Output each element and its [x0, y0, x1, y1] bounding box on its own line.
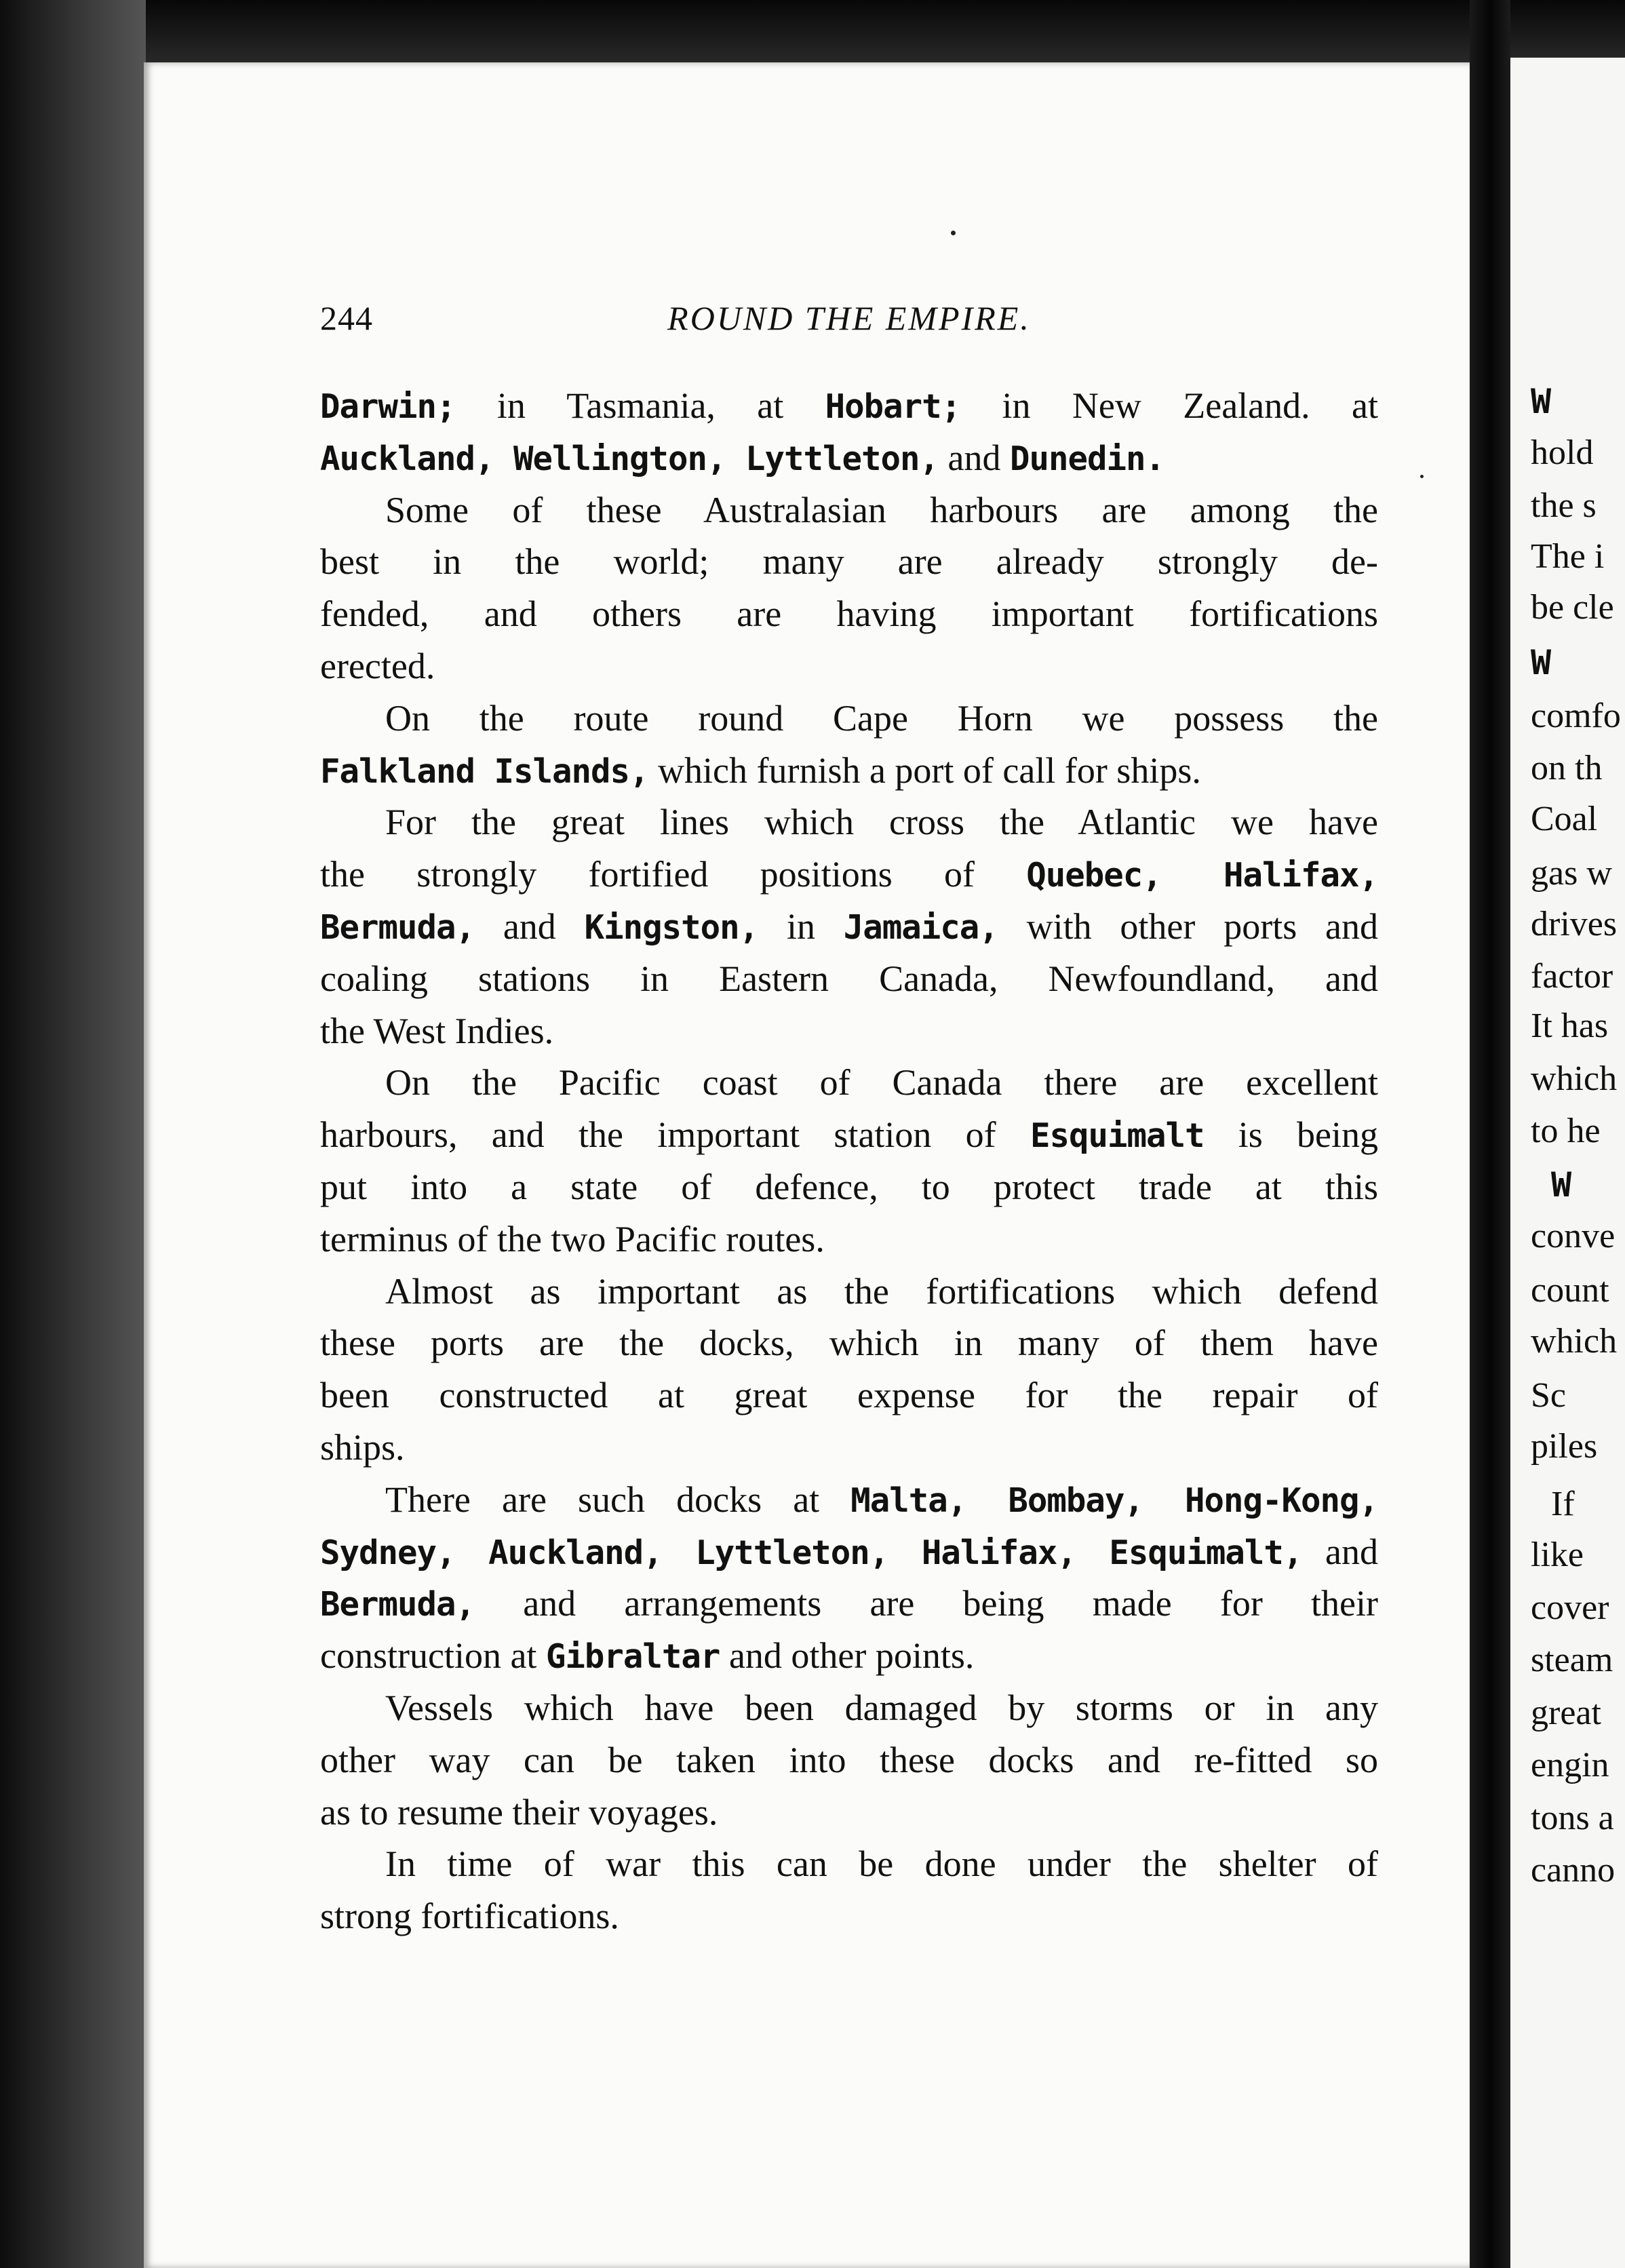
bold-place-name: Sydney, Auckland, Lyttleton, Halifax, Esquimalt,	[320, 1533, 1303, 1572]
text-run: these ports are the docks, which in many of them have	[320, 1323, 1378, 1364]
text-run: Almost as important as the fortifications which defend	[385, 1270, 1378, 1312]
text-run: fended, and others are having important fortifications	[320, 593, 1378, 635]
text-line	[320, 1630, 1378, 1682]
facing-page-line: Coal	[1531, 800, 1598, 838]
bold-place-name: Kingston,	[584, 907, 759, 947]
text-run: in	[758, 905, 844, 947]
facing-page-line: which	[1531, 1059, 1618, 1098]
text-line	[320, 1474, 1378, 1526]
text-line	[320, 1838, 1378, 1890]
text-line	[320, 484, 1378, 536]
facing-page-fragment	[1510, 58, 1625, 2268]
facing-page-line: It has	[1531, 1006, 1609, 1045]
text-run: in Tasmania, at	[455, 385, 825, 426]
facing-page-line: tons a	[1531, 1799, 1614, 1837]
text-run: other way can be taken into these docks and re-fitted so	[320, 1739, 1378, 1780]
facing-page-line: on th	[1531, 749, 1603, 787]
text-line	[320, 901, 1378, 953]
text-line	[320, 380, 1378, 432]
facing-page-line: count	[1531, 1271, 1609, 1310]
text-line	[320, 1578, 1378, 1630]
text-line	[320, 1161, 1378, 1213]
text-line	[320, 1057, 1378, 1109]
text-line	[320, 1526, 1378, 1578]
facing-page-line: be cle	[1531, 588, 1614, 627]
facing-page-line: steam	[1531, 1641, 1613, 1679]
facing-page-line: piles	[1531, 1427, 1598, 1466]
facing-page-line: cover	[1531, 1588, 1609, 1627]
text-line	[320, 796, 1378, 848]
running-head	[320, 298, 1378, 346]
text-line	[320, 1890, 1378, 1942]
text-line	[320, 1213, 1378, 1266]
facing-page-line: comfo	[1531, 697, 1621, 735]
text-line	[320, 1786, 1378, 1839]
text-line	[320, 1109, 1378, 1161]
text-line	[320, 953, 1378, 1005]
text-line	[320, 640, 1378, 692]
text-line	[320, 588, 1378, 640]
text-run: construction at	[320, 1635, 546, 1677]
text-line	[320, 1422, 1378, 1474]
text-run: On the route round Cape Horn we possess the	[385, 697, 1378, 739]
bold-place-name: Quebec, Halifax,	[1026, 856, 1379, 895]
text-run: erected.	[320, 645, 435, 686]
bold-place-name: Malta, Bombay, Hong-Kong,	[850, 1481, 1378, 1520]
text-run: and	[1302, 1531, 1379, 1572]
print-speck	[1420, 475, 1424, 478]
text-run: and	[939, 437, 1010, 478]
text-run: In time of war this can be done under the shelter of	[385, 1843, 1378, 1885]
facing-page-line: conve	[1531, 1217, 1616, 1255]
facing-page-line: factor	[1531, 957, 1613, 996]
bold-place-name: Bermuda,	[320, 1585, 475, 1624]
text-line	[320, 1369, 1378, 1422]
bold-place-name: Jamaica,	[843, 907, 998, 947]
text-run: ships.	[320, 1426, 405, 1468]
facing-page-line: W	[1531, 382, 1551, 421]
facing-page-line: great	[1531, 1694, 1601, 1732]
facing-page-line: drives	[1531, 905, 1618, 943]
text-run: the strongly fortified positions of	[320, 854, 1027, 895]
text-run: is being	[1204, 1114, 1378, 1156]
bold-place-name: Esquimalt	[1030, 1116, 1205, 1156]
body-text	[320, 380, 1378, 1942]
text-run: terminus of the two Pacific routes.	[320, 1218, 825, 1259]
text-line	[320, 1317, 1378, 1369]
bold-place-name: Bermuda,	[320, 907, 475, 947]
book-gutter	[1470, 0, 1510, 2268]
text-line	[320, 432, 1378, 484]
text-line	[320, 1005, 1378, 1057]
facing-page-line: Sc	[1531, 1376, 1566, 1415]
text-run: and arrangements are being made for their	[475, 1583, 1378, 1624]
text-line	[320, 536, 1378, 588]
text-line	[320, 745, 1378, 797]
text-run: best in the world; many are already strongly de-	[320, 541, 1378, 583]
facing-page-line: the s	[1531, 486, 1597, 525]
text-run: and other points.	[720, 1635, 975, 1677]
text-run: been constructed at great expense for the repair of	[320, 1375, 1378, 1416]
bold-place-name: Gibraltar	[545, 1637, 720, 1677]
text-run: put into a state of defence, to protect trade at this	[320, 1166, 1378, 1207]
bold-place-name: Hobart;	[825, 387, 961, 426]
text-run: the West Indies.	[320, 1010, 554, 1051]
text-line	[320, 848, 1378, 901]
facing-page-line: hold	[1531, 433, 1594, 472]
scan-background-left	[0, 0, 146, 2268]
facing-page-line: engin	[1531, 1746, 1609, 1784]
text-run: Vessels which have been damaged by storms or in any	[385, 1687, 1378, 1728]
bold-place-name: Auckland, Wellington, Lyttleton,	[320, 439, 939, 478]
bold-place-name: Darwin;	[320, 387, 456, 426]
facing-page-line: like	[1531, 1536, 1584, 1574]
facing-page-line: gas w	[1531, 854, 1612, 893]
facing-page-line: which	[1531, 1322, 1618, 1361]
facing-page-line: The i	[1531, 537, 1605, 576]
text-line	[320, 1734, 1378, 1786]
text-line	[320, 692, 1378, 745]
text-run: For the great lines which cross the Atlantic we have	[385, 802, 1378, 843]
text-run: On the Pacific coast of Canada there are excellent	[385, 1062, 1378, 1103]
facing-page-line: to he	[1531, 1112, 1601, 1150]
text-run: as to resume their voyages.	[320, 1791, 718, 1833]
text-line	[320, 1266, 1378, 1318]
text-line	[320, 1682, 1378, 1734]
text-run: and	[475, 905, 585, 947]
text-run: harbours, and the important station of	[320, 1114, 1030, 1156]
running-title: ROUND THE EMPIRE.	[667, 299, 1031, 337]
text-run: in New Zealand. at	[960, 385, 1378, 426]
facing-page-line: If	[1551, 1485, 1575, 1523]
text-run: There are such docks at	[385, 1479, 851, 1520]
facing-page-line: W	[1551, 1165, 1571, 1205]
text-run: with other ports and	[998, 905, 1378, 947]
print-speck	[951, 231, 956, 235]
bold-place-name: Dunedin.	[1009, 439, 1164, 478]
bold-place-name: Falkland Islands,	[320, 751, 649, 791]
text-run: which furnish a port of call for ships.	[648, 749, 1201, 791]
facing-page-line: canno	[1531, 1851, 1616, 1890]
facing-page-line: W	[1531, 643, 1551, 682]
text-run: strong fortifications.	[320, 1896, 619, 1937]
page-number: 244	[320, 299, 373, 337]
text-run: Some of these Australasian harbours are among the	[385, 489, 1378, 530]
text-run: coaling stations in Eastern Canada, Newfoundland, and	[320, 958, 1378, 999]
